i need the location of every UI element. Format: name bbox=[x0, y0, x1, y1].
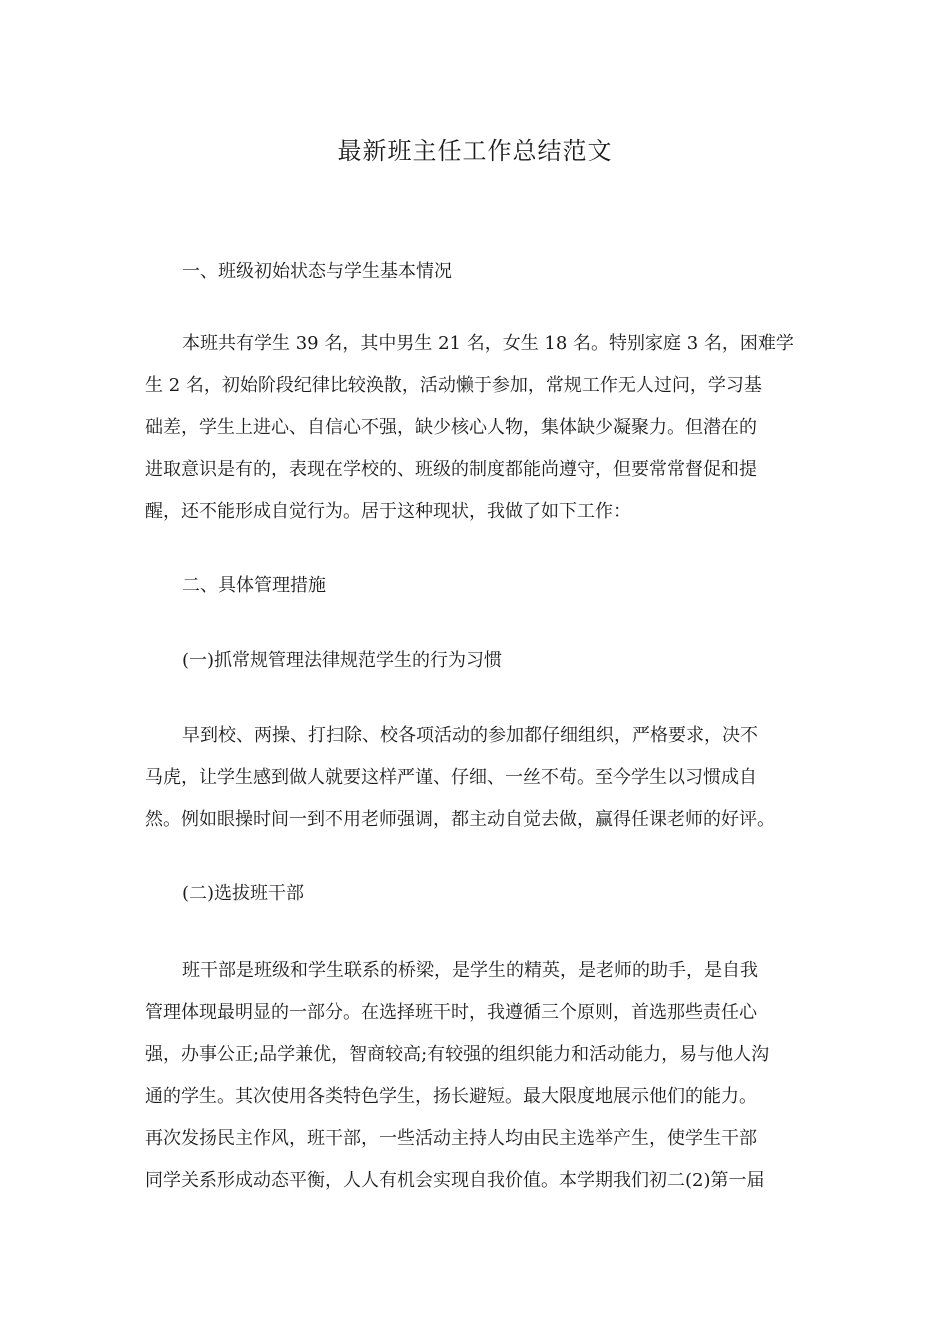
paragraph-line: 本班共有学生 39 名，其中男生 21 名，女生 18 名。特别家庭 3 名，困难学 bbox=[182, 333, 794, 354]
paragraph-line: 生 2 名，初始阶段纪律比较涣散，活动懒于参加，常规工作无人过问，学习基 bbox=[145, 375, 762, 396]
paragraph-class-cadres bbox=[145, 950, 805, 1202]
paragraph-line: 础差，学生上进心、自信心不强，缺少核心人物，集体缺少凝聚力。但潜在的 bbox=[145, 417, 757, 438]
paragraph-line: 同学关系形成动态平衡，人人有机会实现自我价值。本学期我们初二(2)第一届 bbox=[145, 1170, 765, 1191]
paragraph-line: 然。例如眼操时间一到不用老师强调，都主动自觉去做，赢得任课老师的好评。 bbox=[145, 809, 775, 830]
section-heading-2: 二、具体管理措施 bbox=[182, 575, 326, 596]
paragraph-line: 醒，还不能形成自觉行为。居于这种现状，我做了如下工作： bbox=[145, 501, 631, 522]
paragraph-line: 管理体现最明显的一部分。在选择班干时，我遵循三个原则，首选那些责任心 bbox=[145, 1002, 757, 1023]
document-title: 最新班主任工作总结范文 bbox=[337, 137, 613, 165]
paragraph-line: 班干部是班级和学生联系的桥梁，是学生的精英，是老师的助手，是自我 bbox=[182, 960, 758, 981]
paragraph-line: 马虎，让学生感到做人就要这样严谨、仔细、一丝不苟。至今学生以习惯成自 bbox=[145, 767, 757, 788]
paragraph-line: 通的学生。其次使用各类特色学生，扬长避短。最大限度地展示他们的能力。 bbox=[145, 1086, 757, 1107]
subsection-heading-2: (二)选拔班干部 bbox=[182, 883, 305, 904]
paragraph-class-status bbox=[145, 323, 805, 533]
paragraph-line: 进取意识是有的，表现在学校的、班级的制度都能尚遵守，但要常常督促和提 bbox=[145, 459, 757, 480]
paragraph-routine-management bbox=[145, 715, 805, 841]
section-heading-1: 一、班级初始状态与学生基本情况 bbox=[182, 261, 452, 282]
subsection-heading-1: (一)抓常规管理法律规范学生的行为习惯 bbox=[182, 650, 503, 671]
paragraph-line: 再次发扬民主作风，班干部，一些活动主持人均由民主选举产生，使学生干部 bbox=[145, 1128, 757, 1149]
paragraph-line: 早到校、两操、打扫除、校各项活动的参加都仔细组织，严格要求，决不 bbox=[182, 725, 758, 746]
paragraph-line: 强，办事公正;品学兼优，智商较高;有较强的组织能力和活动能力，易与他人沟 bbox=[145, 1044, 770, 1065]
